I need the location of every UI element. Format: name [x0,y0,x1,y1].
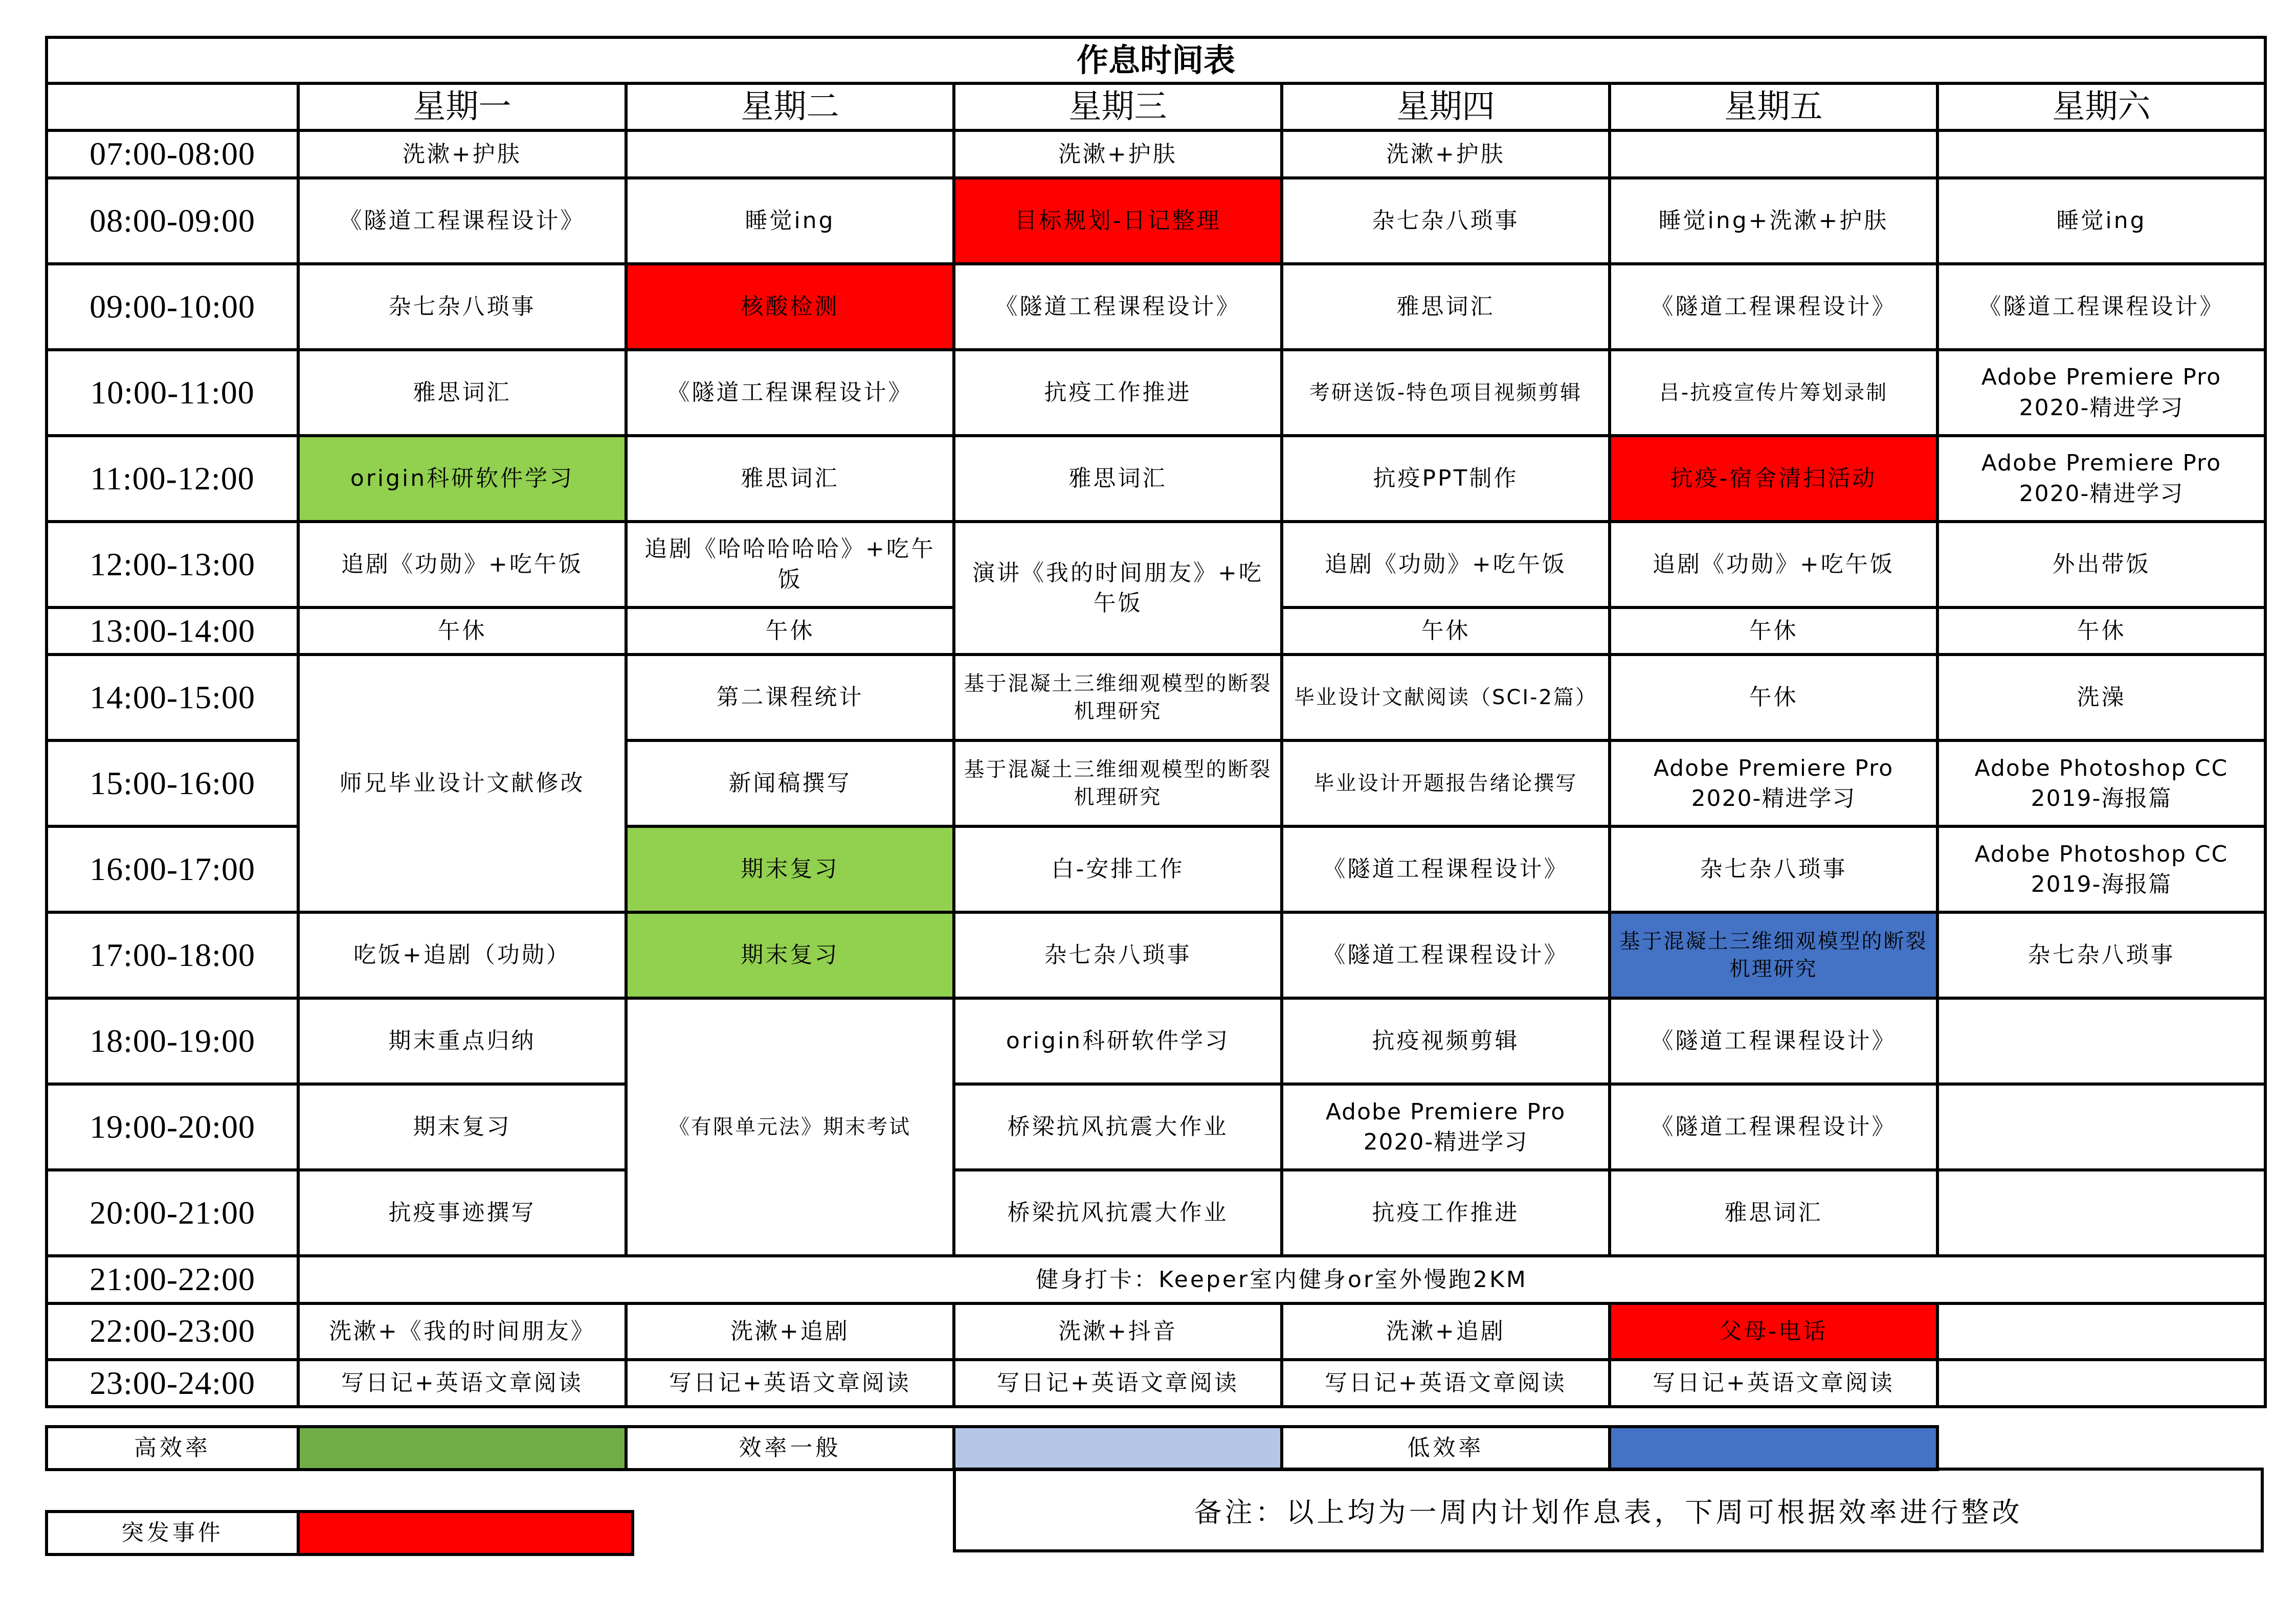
schedule-cell: 雅思词汇 [626,436,954,522]
schedule-cell-emergency: 抗疫-宿舍清扫活动 [1610,436,1937,522]
schedule-cell [1937,1170,2265,1256]
schedule-cell: 抗疫工作推进 [954,350,1282,436]
schedule-cell: 《有限单元法》期末考试 [626,998,954,1256]
table-title: 作息时间表 [47,37,2265,83]
legend-swatch-high [298,1427,626,1470]
schedule-cell [1937,1303,2265,1360]
schedule-cell: Adobe Photoshop CC 2019-海报篇 [1937,740,2265,826]
schedule-cell: 杂七杂八琐事 [1610,826,1937,912]
schedule-cell: 期末重点归纳 [298,998,626,1084]
schedule-cell: 基于混凝土三维细观模型的断裂机理研究 [954,740,1282,826]
schedule-cell-emergency: 父母-电话 [1610,1303,1937,1360]
legend-swatch-emergency [298,1512,633,1554]
time-label: 09:00-10:00 [47,264,298,350]
schedule-cell: 抗疫PPT制作 [1282,436,1610,522]
schedule-cell: 毕业设计开题报告绪论撰写 [1282,740,1610,826]
schedule-cell-high-efficiency: 期末复习 [626,826,954,912]
corner-cell [47,83,298,130]
day-header-mon: 星期一 [298,83,626,130]
schedule-cell-high-efficiency: origin科研软件学习 [298,436,626,522]
schedule-cell: 杂七杂八琐事 [1282,178,1610,264]
legend-efficiency [45,1425,2265,1471]
time-label: 10:00-11:00 [47,350,298,436]
schedule-cell: 外出带饭 [1937,522,2265,607]
schedule-cell: 考研送饭-特色项目视频剪辑 [1282,350,1610,436]
legend-label-normal: 效率一般 [626,1427,954,1470]
schedule-table [45,36,2267,1408]
schedule-cell: 睡觉ing [1937,178,2265,264]
time-label: 17:00-18:00 [47,912,298,998]
schedule-cell: 吃饭+追剧（功勋） [298,912,626,998]
schedule-cell: 睡觉ing [626,178,954,264]
schedule-cell: Adobe Premiere Pro 2020-精进学习 [1937,350,2265,436]
note-box: 备注：以上均为一周内计划作息表，下周可根据效率进行整改 [953,1468,2264,1552]
schedule-cell [1937,1360,2265,1407]
schedule-cell: 午休 [1610,607,1937,655]
schedule-cell: 雅思词汇 [298,350,626,436]
schedule-cell: 杂七杂八琐事 [1937,912,2265,998]
schedule-cell: 桥梁抗风抗震大作业 [954,1170,1282,1256]
time-label: 08:00-09:00 [47,178,298,264]
legend-spacer [1937,1427,2265,1470]
schedule-cell: 追剧《功勋》+吃午饭 [298,522,626,607]
time-label: 07:00-08:00 [47,130,298,177]
schedule-cell [1937,998,2265,1084]
schedule-cell: 洗漱+护肤 [954,130,1282,177]
schedule-cell: 雅思词汇 [1610,1170,1937,1256]
schedule-cell: 午休 [1282,607,1610,655]
schedule-cell: 追剧《功勋》+吃午饭 [1610,522,1937,607]
schedule-cell: 《隧道工程课程设计》 [298,178,626,264]
schedule-cell: 写日记+英语文章阅读 [1282,1360,1610,1407]
time-label: 11:00-12:00 [47,436,298,522]
schedule-cell: 抗疫视频剪辑 [1282,998,1610,1084]
schedule-cell: 午休 [626,607,954,655]
schedule-cell [1937,130,2265,177]
schedule-cell [1610,130,1937,177]
time-label: 20:00-21:00 [47,1170,298,1256]
schedule-cell: 师兄毕业设计文献修改 [298,655,626,912]
schedule-cell: 雅思词汇 [1282,264,1610,350]
schedule-cell: 抗疫工作推进 [1282,1170,1610,1256]
time-label: 14:00-15:00 [47,655,298,740]
schedule-cell: 桥梁抗风抗震大作业 [954,1084,1282,1170]
schedule-cell: 吕-抗疫宣传片筹划录制 [1610,350,1937,436]
schedule-cell: origin科研软件学习 [954,998,1282,1084]
time-label: 13:00-14:00 [47,607,298,655]
schedule-cell [1937,1084,2265,1170]
legend-emergency [45,1510,634,1556]
day-header-thu: 星期四 [1282,83,1610,130]
schedule-cell: Adobe Photoshop CC 2019-海报篇 [1937,826,2265,912]
legend-swatch-normal [954,1427,1282,1470]
schedule-cell-fitness: 健身打卡：Keeper室内健身or室外慢跑2KM [298,1256,2265,1303]
schedule-cell: 写日记+英语文章阅读 [298,1360,626,1407]
schedule-cell: 第二课程统计 [626,655,954,740]
schedule-cell: 洗漱+护肤 [298,130,626,177]
schedule-cell: 杂七杂八琐事 [298,264,626,350]
schedule-cell: 追剧《哈哈哈哈哈》+吃午饭 [626,522,954,607]
schedule-cell: 期末复习 [298,1084,626,1170]
legend-label-low: 低效率 [1282,1427,1610,1470]
time-label: 12:00-13:00 [47,522,298,607]
time-label: 19:00-20:00 [47,1084,298,1170]
schedule-cell: 雅思词汇 [954,436,1282,522]
schedule-cell: 洗漱+抖音 [954,1303,1282,1360]
schedule-cell: 写日记+英语文章阅读 [626,1360,954,1407]
schedule-cell: 《隧道工程课程设计》 [1610,998,1937,1084]
time-label: 21:00-22:00 [47,1256,298,1303]
schedule-cell: Adobe Premiere Pro 2020-精进学习 [1610,740,1937,826]
schedule-cell-emergency: 目标规划-日记整理 [954,178,1282,264]
schedule-cell [626,130,954,177]
legend-label-high: 高效率 [47,1427,298,1470]
schedule-cell: 新闻稿撰写 [626,740,954,826]
schedule-cell: 午休 [1937,607,2265,655]
legend-label-emergency: 突发事件 [47,1512,298,1554]
schedule-cell: 毕业设计文献阅读（SCI-2篇） [1282,655,1610,740]
day-header-fri: 星期五 [1610,83,1937,130]
schedule-cell: Adobe Premiere Pro 2020-精进学习 [1282,1084,1610,1170]
schedule-cell: 白-安排工作 [954,826,1282,912]
schedule-cell: 《隧道工程课程设计》 [1282,912,1610,998]
schedule-cell: 抗疫事迹撰写 [298,1170,626,1256]
day-header-tue: 星期二 [626,83,954,130]
time-label: 23:00-24:00 [47,1360,298,1407]
time-label: 18:00-19:00 [47,998,298,1084]
schedule-cell: 《隧道工程课程设计》 [1937,264,2265,350]
schedule-cell: 《隧道工程课程设计》 [1282,826,1610,912]
day-header-wed: 星期三 [954,83,1282,130]
schedule-cell: 《隧道工程课程设计》 [1610,264,1937,350]
schedule-cell: 写日记+英语文章阅读 [1610,1360,1937,1407]
schedule-cell: 《隧道工程课程设计》 [626,350,954,436]
schedule-cell: 演讲《我的时间朋友》+吃午饭 [954,522,1282,655]
time-label: 22:00-23:00 [47,1303,298,1360]
schedule-cell-emergency: 核酸检测 [626,264,954,350]
day-header-sat: 星期六 [1937,83,2265,130]
schedule-cell: 睡觉ing+洗漱+护肤 [1610,178,1937,264]
schedule-cell: 基于混凝土三维细观模型的断裂机理研究 [954,655,1282,740]
schedule-cell: 《隧道工程课程设计》 [1610,1084,1937,1170]
time-label: 15:00-16:00 [47,740,298,826]
schedule-cell: 洗澡 [1937,655,2265,740]
legend-swatch-low [1610,1427,1937,1470]
schedule-cell: Adobe Premiere Pro 2020-精进学习 [1937,436,2265,522]
schedule-cell: 洗漱+追剧 [626,1303,954,1360]
schedule-cell-low-efficiency: 基于混凝土三维细观模型的断裂机理研究 [1610,912,1937,998]
schedule-cell-high-efficiency: 期末复习 [626,912,954,998]
schedule-cell: 杂七杂八琐事 [954,912,1282,998]
schedule-cell: 洗漱+《我的时间朋友》 [298,1303,626,1360]
schedule-cell: 追剧《功勋》+吃午饭 [1282,522,1610,607]
schedule-cell: 写日记+英语文章阅读 [954,1360,1282,1407]
schedule-cell: 午休 [1610,655,1937,740]
schedule-cell: 午休 [298,607,626,655]
time-label: 16:00-17:00 [47,826,298,912]
schedule-cell: 《隧道工程课程设计》 [954,264,1282,350]
schedule-cell: 洗漱+追剧 [1282,1303,1610,1360]
schedule-cell: 洗漱+护肤 [1282,130,1610,177]
